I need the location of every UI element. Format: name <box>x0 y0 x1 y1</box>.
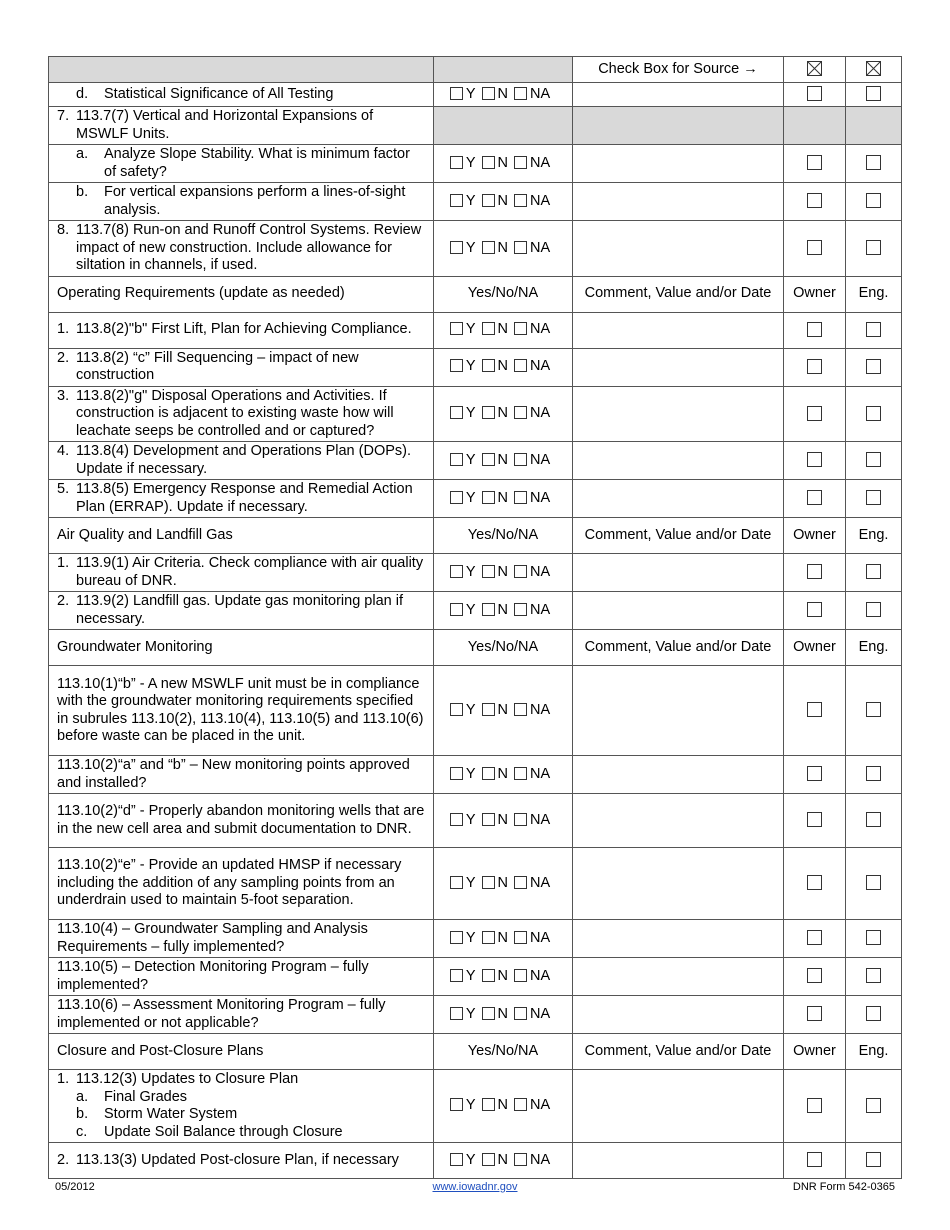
item-text: 113.9(1) Air Criteria. Check compliance with air quality bureau of DNR. <box>76 555 424 589</box>
comment-field[interactable] <box>573 554 784 592</box>
table-row: a. Analyze Slope Stability. What is minimum factor of safety? Y N NA <box>49 145 902 183</box>
option-na-label: NA <box>530 811 551 828</box>
owner-header: Owner <box>784 1034 846 1070</box>
section-header-row <box>49 630 902 666</box>
option-n-label: N <box>497 1005 508 1022</box>
option-n-label: N <box>497 563 508 580</box>
table-row: 1. 113.9(1) Air Criteria. Check compliance with air quality bureau of DNR. Y N NA <box>49 554 902 592</box>
yes-no-na-header: Yes/No/NA <box>434 276 573 312</box>
section-title: Air Quality and Landfill Gas <box>49 518 434 554</box>
yes-no-na-selector[interactable] <box>434 442 573 480</box>
option-n-checkbox[interactable] <box>482 453 495 466</box>
owner-checkbox[interactable] <box>784 592 846 630</box>
yes-no-na-selector[interactable] <box>434 312 573 348</box>
option-y-label: Y <box>465 563 476 580</box>
option-y-label: Y <box>465 601 476 618</box>
option-n-label: N <box>497 489 508 506</box>
option-na-label: NA <box>530 85 551 102</box>
table-row: b. For vertical expansions perform a lines-of-sight analysis. Y N NA <box>49 183 902 221</box>
eng-checkbox[interactable] <box>846 920 902 958</box>
table-row <box>49 756 902 794</box>
option-na-label: NA <box>530 239 551 256</box>
owner-checkbox[interactable] <box>784 920 846 958</box>
table-row: 2. 113.9(2) Landfill gas. Update gas monitoring plan if necessary. Y N NA <box>49 592 902 630</box>
table-row <box>49 794 902 848</box>
yes-no-na-selector[interactable] <box>434 848 573 920</box>
option-n-checkbox[interactable] <box>482 603 495 616</box>
option-y-checkbox[interactable] <box>450 322 463 335</box>
section-header-row <box>49 276 902 312</box>
option-na-label: NA <box>530 701 551 718</box>
option-y-checkbox[interactable] <box>450 1007 463 1020</box>
option-na-checkbox[interactable] <box>514 1098 527 1111</box>
option-y-label: Y <box>465 154 476 171</box>
owner-header: Owner <box>784 518 846 554</box>
checked-box-icon <box>807 61 822 76</box>
yes-no-na-header: Yes/No/NA <box>434 518 573 554</box>
option-n-checkbox[interactable] <box>482 359 495 372</box>
owner-checkbox[interactable] <box>784 554 846 592</box>
yes-no-na-selector[interactable] <box>434 221 573 277</box>
table-row: 2. 113.8(2) “c” Fill Sequencing – impact of new construction Y N NA <box>49 348 902 386</box>
yes-no-na-selector[interactable] <box>434 958 573 996</box>
comment-field[interactable] <box>573 794 784 848</box>
option-y-label: Y <box>465 929 476 946</box>
eng-checkbox[interactable] <box>846 480 902 518</box>
section-title: Closure and Post-Closure Plans <box>49 1034 434 1070</box>
eng-checkbox[interactable] <box>846 848 902 920</box>
option-n-checkbox[interactable] <box>482 194 495 207</box>
option-na-label: NA <box>530 358 551 375</box>
option-n-label: N <box>497 929 508 946</box>
yes-no-na-selector[interactable] <box>434 666 573 756</box>
footer-form-number: DNR Form 542-0365 <box>792 1181 895 1193</box>
comment-field[interactable] <box>573 145 784 183</box>
table-row: 3. 113.8(2)"g" Disposal Operations and Activities. If construction is adjacent to existing waste how will leachate seeps be controlled and or captured? Y N NA <box>49 386 902 442</box>
option-na-label: NA <box>530 765 551 782</box>
item-text: 113.7(8) Run-on and Runoff Control Systems. Review impact of new construction. Include allowance for siltation in channels, if used. <box>76 222 422 273</box>
option-y-checkbox[interactable] <box>450 565 463 578</box>
eng-checkbox[interactable] <box>846 312 902 348</box>
yes-no-na-selector[interactable] <box>434 554 573 592</box>
option-y-label: Y <box>465 874 476 891</box>
option-y-checkbox[interactable] <box>450 1098 463 1111</box>
option-y-label: Y <box>465 765 476 782</box>
yes-no-na-selector[interactable] <box>434 83 573 107</box>
option-na-label: NA <box>530 967 551 984</box>
table-row <box>49 666 902 756</box>
option-na-label: NA <box>530 321 551 338</box>
yes-no-na-selector[interactable] <box>434 592 573 630</box>
eng-checkbox[interactable] <box>846 183 902 221</box>
comment-field[interactable] <box>573 348 784 386</box>
eng-checkbox[interactable] <box>846 348 902 386</box>
option-na-checkbox[interactable] <box>514 453 527 466</box>
item-text: Analyze Slope Stability. What is minimum factor of safety? <box>104 146 410 180</box>
eng-checkbox[interactable] <box>846 666 902 756</box>
yes-no-na-selector[interactable] <box>434 1070 573 1143</box>
table-row: 1. 113.12(3) Updates to Closure Plan a. Final Grades b. Storm Water System c. Update Soil Balance through Closure Y N NA <box>49 1070 902 1143</box>
eng-checkbox[interactable] <box>846 83 902 107</box>
option-n-label: N <box>497 405 508 421</box>
eng-checkbox[interactable] <box>846 794 902 848</box>
table-row: 7. 113.7(7) Vertical and Horizontal Expansions of MSWLF Units. <box>49 107 902 145</box>
option-na-checkbox[interactable] <box>514 491 527 504</box>
comment-field[interactable] <box>573 848 784 920</box>
option-n-label: N <box>497 358 508 375</box>
eng-header: Eng. <box>846 630 902 666</box>
checklist-table <box>48 56 902 1179</box>
checked-box-icon <box>866 61 881 76</box>
owner-checkbox[interactable] <box>784 480 846 518</box>
option-na-checkbox[interactable] <box>514 703 527 716</box>
comment-field[interactable] <box>573 1143 784 1179</box>
yes-no-na-header: Yes/No/NA <box>434 630 573 666</box>
option-n-checkbox[interactable] <box>482 1153 495 1166</box>
option-na-checkbox[interactable] <box>514 359 527 372</box>
comment-header: Comment, Value and/or Date <box>573 630 784 666</box>
owner-checkbox[interactable] <box>784 386 846 442</box>
option-y-checkbox[interactable] <box>450 156 463 169</box>
table-row: 4. 113.8(4) Development and Operations Plan (DOPs). Update if necessary. Y N NA <box>49 442 902 480</box>
option-na-checkbox[interactable] <box>514 156 527 169</box>
option-y-label: Y <box>465 239 476 256</box>
item-text: 113.8(4) Development and Operations Plan (DOPs). Update if necessary. <box>76 443 412 477</box>
owner-checkbox[interactable] <box>784 221 846 277</box>
yes-no-na-selector[interactable] <box>434 1143 573 1179</box>
comment-field[interactable] <box>573 1070 784 1143</box>
option-y-checkbox[interactable] <box>450 969 463 982</box>
owner-header: Owner <box>784 630 846 666</box>
option-n-label: N <box>497 967 508 984</box>
sub-item-text: Final Grades <box>104 1088 188 1105</box>
option-y-label: Y <box>465 1151 476 1168</box>
option-y-checkbox[interactable] <box>450 241 463 254</box>
item-text: 113.8(2) “c” Fill Sequencing – impact of new construction <box>76 349 359 383</box>
comment-field[interactable] <box>573 183 784 221</box>
sub-item-text: Update Soil Balance through Closure <box>104 1123 343 1140</box>
eng-checkbox[interactable] <box>846 145 902 183</box>
option-na-label: NA <box>530 874 551 891</box>
item-text: Statistical Significance of All Testing <box>104 85 334 102</box>
eng-checkbox[interactable] <box>846 996 902 1034</box>
option-n-label: N <box>497 765 508 782</box>
option-n-checkbox[interactable] <box>482 767 495 780</box>
comment-field[interactable] <box>573 666 784 756</box>
option-y-checkbox[interactable] <box>450 194 463 207</box>
eng-checkbox[interactable] <box>846 442 902 480</box>
option-na-label: NA <box>530 451 551 468</box>
item-text: 113.12(3) Updates to Closure Plan <box>76 1071 299 1087</box>
option-n-checkbox[interactable] <box>482 87 495 100</box>
yes-no-na-header: Yes/No/NA <box>434 1034 573 1070</box>
option-na-label: NA <box>530 1005 551 1022</box>
option-y-label: Y <box>465 1097 476 1114</box>
comment-field[interactable] <box>573 756 784 794</box>
option-n-checkbox[interactable] <box>482 1098 495 1111</box>
option-y-label: Y <box>465 1005 476 1022</box>
option-y-label: Y <box>465 192 476 209</box>
section-header-row <box>49 518 902 554</box>
option-n-label: N <box>497 701 508 718</box>
eng-checkbox[interactable] <box>846 221 902 277</box>
option-na-checkbox[interactable] <box>514 876 527 889</box>
option-y-checkbox[interactable] <box>450 703 463 716</box>
source-header-row <box>49 57 902 83</box>
option-y-label: Y <box>465 358 476 375</box>
comment-field[interactable] <box>573 996 784 1034</box>
option-n-label: N <box>497 1097 508 1114</box>
owner-checkbox[interactable] <box>784 1143 846 1179</box>
option-n-label: N <box>497 192 508 209</box>
option-y-checkbox[interactable] <box>450 491 463 504</box>
eng-checkbox[interactable] <box>846 756 902 794</box>
yes-no-na-selector[interactable] <box>434 348 573 386</box>
comment-field[interactable] <box>573 386 784 442</box>
option-n-checkbox[interactable] <box>482 703 495 716</box>
option-na-label: NA <box>530 154 551 171</box>
table-row: 5. 113.8(5) Emergency Response and Remedial Action Plan (ERRAP). Update if necessary. Y N NA <box>49 480 902 518</box>
owner-checkbox[interactable] <box>784 756 846 794</box>
owner-checkbox[interactable] <box>784 666 846 756</box>
option-na-checkbox[interactable] <box>514 194 527 207</box>
blank-header-cell <box>434 57 573 83</box>
option-na-checkbox[interactable] <box>514 565 527 578</box>
option-y-checkbox[interactable] <box>450 767 463 780</box>
option-na-label: NA <box>530 563 551 580</box>
option-y-label: Y <box>465 321 476 338</box>
option-n-checkbox[interactable] <box>482 969 495 982</box>
option-n-label: N <box>497 1151 508 1168</box>
footer-website-link[interactable]: www.iowadnr.gov <box>432 1181 518 1193</box>
option-n-checkbox[interactable] <box>482 876 495 889</box>
eng-header: Eng. <box>846 518 902 554</box>
option-n-checkbox[interactable] <box>482 322 495 335</box>
option-n-checkbox[interactable] <box>482 565 495 578</box>
eng-checkbox[interactable] <box>846 386 902 442</box>
yes-no-na-selector[interactable] <box>434 480 573 518</box>
footer-date: 05/2012 <box>55 1181 95 1193</box>
option-n-label: N <box>497 239 508 256</box>
owner-checkbox[interactable] <box>784 1070 846 1143</box>
item-text: 113.8(5) Emergency Response and Remedial Action Plan (ERRAP). Update if necessary. <box>76 481 413 515</box>
option-y-checkbox[interactable] <box>450 813 463 826</box>
table-row <box>49 958 902 996</box>
option-na-checkbox[interactable] <box>514 931 527 944</box>
option-n-label: N <box>497 321 508 338</box>
item-text: 113.10(5) – Detection Monitoring Program – fully implemented? <box>49 958 434 996</box>
option-y-checkbox[interactable] <box>450 87 463 100</box>
owner-checkbox[interactable] <box>784 348 846 386</box>
yes-no-na-selector[interactable] <box>434 996 573 1034</box>
option-y-checkbox[interactable] <box>450 406 463 419</box>
option-na-label: NA <box>530 601 551 618</box>
option-na-checkbox[interactable] <box>514 603 527 616</box>
option-y-label: Y <box>465 451 476 468</box>
option-na-checkbox[interactable] <box>514 1153 527 1166</box>
check-box-for-source-label: Check Box for Source → <box>573 57 784 83</box>
owner-checkbox[interactable] <box>784 996 846 1034</box>
table-row: d. Statistical Significance of All Testing Y N NA <box>49 83 902 107</box>
owner-checkbox[interactable] <box>784 848 846 920</box>
item-text: 113.8(2)"b" First Lift, Plan for Achieving Compliance. <box>76 321 412 338</box>
option-y-checkbox[interactable] <box>450 359 463 372</box>
section-title: Groundwater Monitoring <box>49 630 434 666</box>
item-text: 113.10(1)“b” - A new MSWLF unit must be in compliance with the groundwater monitoring requirements specified in subrules 113.10(2), 113.10(4), 113.10(5) and 113.10(6) before waste can be placed in the unit. <box>49 666 434 756</box>
section-header-row <box>49 1034 902 1070</box>
yes-no-na-selector[interactable] <box>434 756 573 794</box>
table-row <box>49 996 902 1034</box>
owner-checkbox[interactable] <box>784 145 846 183</box>
option-y-label: Y <box>465 701 476 718</box>
item-text: 113.9(2) Landfill gas. Update gas monitoring plan if necessary. <box>76 593 403 627</box>
item-text: 113.13(3) Updated Post-closure Plan, if necessary <box>76 1151 399 1168</box>
owner-checkbox[interactable] <box>784 442 846 480</box>
item-text: 113.10(2)“a” and “b” – New monitoring points approved and installed? <box>49 756 434 794</box>
owner-checkbox[interactable] <box>784 83 846 107</box>
owner-checkbox[interactable] <box>784 312 846 348</box>
table-row: 1. 113.8(2)"b" First Lift, Plan for Achieving Compliance. Y N NA <box>49 312 902 348</box>
eng-source-checkbox[interactable] <box>846 57 902 83</box>
option-y-label: Y <box>465 85 476 102</box>
comment-field[interactable] <box>573 592 784 630</box>
option-n-label: N <box>497 601 508 618</box>
comment-field[interactable] <box>573 312 784 348</box>
option-y-checkbox[interactable] <box>450 603 463 616</box>
yes-no-na-selector[interactable] <box>434 794 573 848</box>
yes-no-na-selector[interactable] <box>434 183 573 221</box>
option-na-checkbox[interactable] <box>514 322 527 335</box>
option-na-label: NA <box>530 929 551 946</box>
eng-header: Eng. <box>846 276 902 312</box>
eng-checkbox[interactable] <box>846 1070 902 1143</box>
comment-field[interactable] <box>573 442 784 480</box>
table-row <box>49 848 902 920</box>
comment-field[interactable] <box>573 83 784 107</box>
eng-checkbox[interactable] <box>846 1143 902 1179</box>
item-text: 113.10(4) – Groundwater Sampling and Analysis Requirements – fully implemented? <box>49 920 434 958</box>
option-y-label: Y <box>465 405 476 421</box>
option-n-checkbox[interactable] <box>482 406 495 419</box>
option-na-checkbox[interactable] <box>514 87 527 100</box>
option-n-label: N <box>497 154 508 171</box>
option-na-label: NA <box>530 1151 551 1168</box>
owner-checkbox[interactable] <box>784 958 846 996</box>
option-y-label: Y <box>465 967 476 984</box>
table-row <box>49 920 902 958</box>
option-na-label: NA <box>530 489 551 506</box>
eng-checkbox[interactable] <box>846 592 902 630</box>
option-n-label: N <box>497 811 508 828</box>
comment-field[interactable] <box>573 958 784 996</box>
table-row: 2. 113.13(3) Updated Post-closure Plan, if necessary Y N NA <box>49 1143 902 1179</box>
option-na-checkbox[interactable] <box>514 767 527 780</box>
option-na-label: NA <box>530 192 551 209</box>
option-y-checkbox[interactable] <box>450 1153 463 1166</box>
comment-header: Comment, Value and/or Date <box>573 276 784 312</box>
comment-header: Comment, Value and/or Date <box>573 518 784 554</box>
option-y-label: Y <box>465 811 476 828</box>
eng-checkbox[interactable] <box>846 554 902 592</box>
option-na-checkbox[interactable] <box>514 1007 527 1020</box>
option-y-label: Y <box>465 489 476 506</box>
option-n-checkbox[interactable] <box>482 931 495 944</box>
table-row: 8. 113.7(8) Run-on and Runoff Control Systems. Review impact of new construction. Include allowance for siltation in channels, if used. Y N NA <box>49 221 902 277</box>
option-n-label: N <box>497 874 508 891</box>
option-na-label: NA <box>530 1097 551 1114</box>
option-n-checkbox[interactable] <box>482 156 495 169</box>
owner-checkbox[interactable] <box>784 183 846 221</box>
option-na-checkbox[interactable] <box>514 969 527 982</box>
option-n-checkbox[interactable] <box>482 491 495 504</box>
item-text: 113.10(2)“d” - Properly abandon monitoring wells that are in the new cell area and submit documentation to DNR. <box>49 794 434 848</box>
yes-no-na-selector[interactable] <box>434 386 573 442</box>
option-y-checkbox[interactable] <box>450 876 463 889</box>
item-text: 113.10(6) – Assessment Monitoring Program – fully implemented or not applicable? <box>49 996 434 1034</box>
option-na-label: NA <box>530 405 551 421</box>
item-text: 113.10(2)“e” - Provide an updated HMSP if necessary including the addition of any sampling points from an underdrain used to maintain 5-foot separation. <box>49 848 434 920</box>
yes-no-na-selector[interactable] <box>434 920 573 958</box>
option-n-label: N <box>497 85 508 102</box>
eng-checkbox[interactable] <box>846 958 902 996</box>
comment-field[interactable] <box>573 920 784 958</box>
comment-field[interactable] <box>573 221 784 277</box>
item-text: 113.8(2)"g" Disposal Operations and Activities. If construction is adjacent to existing waste how will leachate seeps be controlled and or captured? <box>76 387 394 439</box>
option-na-checkbox[interactable] <box>514 406 527 419</box>
option-n-checkbox[interactable] <box>482 1007 495 1020</box>
item-text: For vertical expansions perform a lines-of-sight analysis. <box>104 184 406 218</box>
sub-item-text: Storm Water System <box>104 1106 238 1122</box>
owner-source-checkbox[interactable] <box>784 57 846 83</box>
option-n-checkbox[interactable] <box>482 813 495 826</box>
option-n-checkbox[interactable] <box>482 241 495 254</box>
owner-header: Owner <box>784 276 846 312</box>
blank-header-cell <box>49 57 434 83</box>
option-na-checkbox[interactable] <box>514 813 527 826</box>
comment-field[interactable] <box>573 480 784 518</box>
yes-no-na-selector[interactable] <box>434 145 573 183</box>
comment-header: Comment, Value and/or Date <box>573 1034 784 1070</box>
owner-checkbox[interactable] <box>784 794 846 848</box>
item-text: 113.7(7) Vertical and Horizontal Expansions of MSWLF Units. <box>76 108 374 142</box>
section-title: Operating Requirements (update as needed) <box>49 276 434 312</box>
option-na-checkbox[interactable] <box>514 241 527 254</box>
eng-header: Eng. <box>846 1034 902 1070</box>
option-n-label: N <box>497 451 508 468</box>
option-y-checkbox[interactable] <box>450 453 463 466</box>
option-y-checkbox[interactable] <box>450 931 463 944</box>
